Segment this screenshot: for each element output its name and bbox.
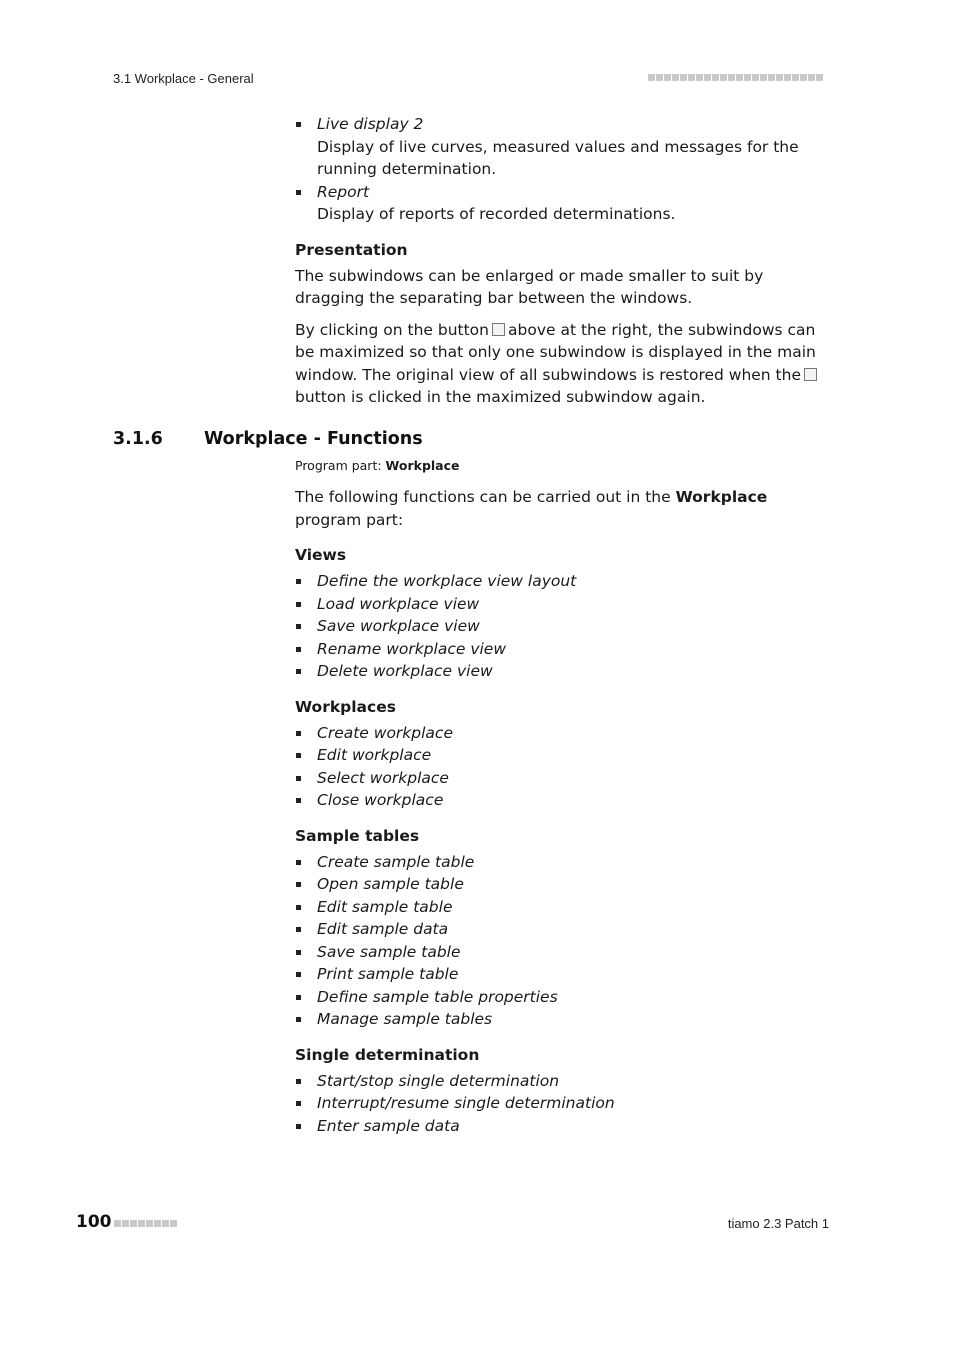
functions-content xyxy=(295,457,835,1137)
top-content xyxy=(295,113,835,418)
intro-paragraph xyxy=(295,486,835,531)
list-item xyxy=(295,615,835,638)
maximize-button-icon xyxy=(492,323,505,336)
views-heading: Views xyxy=(295,546,347,564)
list-item xyxy=(295,963,835,986)
presentation-paragraph-1: The subwindows can be enlarged or made smaller to suit by dragging the separating bar between the windows. xyxy=(295,266,764,307)
list-item-title: Define the workplace view layout xyxy=(317,572,577,590)
single-determination-heading: Single determination xyxy=(295,1045,480,1064)
list-item xyxy=(295,986,835,1009)
paragraph-text: By clicking on the button xyxy=(295,320,489,339)
paragraph-text: above at the right, the subwindows can be maximized so that only one subwindow is displayed in the main window. The original view of all subwindows is restored when the xyxy=(295,320,816,384)
list-item-title: Open sample table xyxy=(317,875,464,893)
list-item xyxy=(295,660,835,683)
subwindow-list xyxy=(295,113,835,226)
list-item xyxy=(295,851,835,874)
list-item xyxy=(295,593,835,616)
list-item-title: Start/stop single determination xyxy=(317,1071,560,1090)
workplaces-list xyxy=(295,722,835,812)
list-item-title: Create sample table xyxy=(317,852,475,871)
list-item xyxy=(295,1008,835,1031)
list-item-title: Save workplace view xyxy=(317,617,480,635)
page-number: 100 xyxy=(76,1212,112,1232)
list-item xyxy=(295,767,835,790)
list-item-title: Save sample table xyxy=(317,942,461,961)
workplaces-heading: Workplaces xyxy=(295,697,396,716)
list-item-description: Display of reports of recorded determinations. xyxy=(317,205,676,223)
presentation-heading: Presentation xyxy=(295,240,408,259)
list-item xyxy=(295,941,835,964)
list-item xyxy=(295,113,835,181)
product-name: tiamo 2.3 Patch 1 xyxy=(727,1216,829,1231)
list-item-title: Interrupt/resume single determination xyxy=(317,1094,615,1112)
footer-decoration xyxy=(114,1220,177,1227)
list-item-title: Edit workplace xyxy=(317,746,432,764)
section-title: Workplace - Functions xyxy=(204,429,423,449)
list-item xyxy=(295,638,835,661)
paragraph-text: The following functions can be carried out in the xyxy=(295,488,671,506)
list-item xyxy=(295,896,835,919)
section-heading xyxy=(113,429,423,449)
paragraph-bold: Workplace xyxy=(675,488,768,506)
paragraph-text: button is clicked in the maximized subwindow again. xyxy=(295,388,706,406)
maximize-button-icon xyxy=(804,368,817,381)
list-item-title: Manage sample tables xyxy=(317,1010,493,1028)
list-item-title: Enter sample data xyxy=(317,1116,460,1135)
section-number: 3.1.6 xyxy=(113,429,163,449)
paragraph-text: program part: xyxy=(295,510,404,529)
list-item xyxy=(295,1092,835,1115)
list-item-title: Load workplace view xyxy=(317,594,480,613)
list-item-title: Report xyxy=(317,182,370,201)
list-item xyxy=(295,789,835,812)
list-item xyxy=(295,1070,835,1093)
sample-tables-list xyxy=(295,851,835,1031)
list-item xyxy=(295,570,835,593)
list-item-title: Select workplace xyxy=(317,768,449,787)
list-item-title: Define sample table properties xyxy=(317,987,558,1006)
views-list xyxy=(295,570,835,683)
program-part xyxy=(295,457,835,475)
sample-tables-heading: Sample tables xyxy=(295,826,420,845)
list-item-title: Close workplace xyxy=(317,791,444,809)
list-item xyxy=(295,722,835,745)
header-decoration xyxy=(648,74,823,81)
single-determination-list xyxy=(295,1070,835,1138)
list-item-description: Display of live curves, measured values and messages for the running determination. xyxy=(317,137,799,178)
list-item xyxy=(295,873,835,896)
list-item xyxy=(295,744,835,767)
presentation-paragraph-2 xyxy=(295,319,835,409)
list-item-title: Create workplace xyxy=(317,723,453,742)
list-item-title: Delete workplace view xyxy=(317,662,493,680)
list-item xyxy=(295,181,835,226)
running-header: 3.1 Workplace - General xyxy=(113,71,254,86)
list-item-title: Print sample table xyxy=(317,965,459,983)
list-item-title: Live display 2 xyxy=(317,115,424,133)
program-part-value: Workplace xyxy=(385,458,460,473)
list-item xyxy=(295,1115,835,1138)
program-part-label: Program part: xyxy=(295,458,382,473)
list-item xyxy=(295,918,835,941)
list-item-title: Edit sample table xyxy=(317,897,453,916)
list-item-title: Rename workplace view xyxy=(317,639,507,658)
list-item-title: Edit sample data xyxy=(317,920,449,938)
